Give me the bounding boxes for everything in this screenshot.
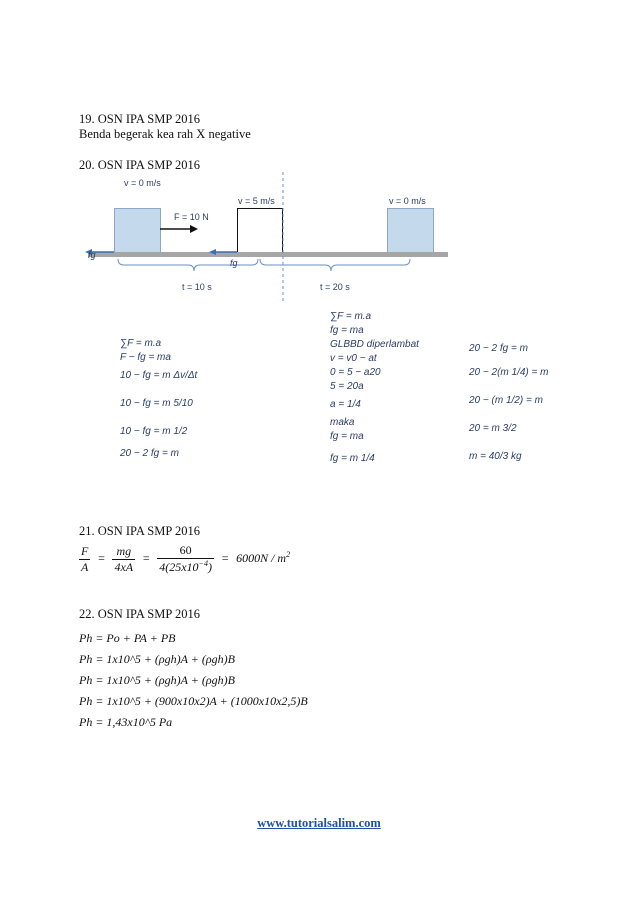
mid-step: fg = ma [330, 325, 364, 336]
label-v0-left: v = 0 m/s [124, 178, 161, 188]
mid-step: fg = m 1/4 [330, 453, 375, 464]
q22-lines [79, 628, 308, 733]
label-v5: v = 5 m/s [238, 196, 275, 206]
label-v0-right: v = 0 m/s [389, 196, 426, 206]
label-t10: t = 10 s [182, 282, 212, 292]
q22-line: Ph = 1,43x10^5 Pa [79, 715, 173, 729]
right-step: 20 = m 3/2 [469, 423, 517, 434]
mid-step: v = v0 − at [330, 353, 377, 364]
q19-answer: Benda begerak kea rah X negative [79, 127, 251, 141]
q21-title: 21. OSN IPA SMP 2016 [79, 524, 200, 538]
left-step: 10 − fg = m 5/10 [120, 398, 193, 409]
right-step: 20 − 2(m 1/4) = m [469, 367, 549, 378]
label-fg-mid: fg [230, 258, 238, 268]
mid-step: a = 1/4 [330, 399, 361, 410]
left-step: 20 − 2 fg = m [120, 448, 179, 459]
left-step: F − fg = ma [120, 352, 171, 363]
right-step: 20 − (m 1/2) = m [469, 395, 543, 406]
q22-line: Ph = 1x10^5 + (ρgh)A + (ρgh)B [79, 673, 235, 687]
left-step: 10 − fg = m Δv/Δt [120, 370, 198, 381]
mid-step: fg = ma [330, 431, 364, 442]
right-step: 20 − 2 fg = m [469, 343, 528, 354]
footer [0, 814, 638, 832]
mid-steps [330, 310, 419, 466]
left-step: ∑F = m.a [120, 338, 162, 349]
motion-diagram-svg [80, 172, 460, 302]
right-steps [469, 342, 548, 464]
mid-step: ∑F = m.a [330, 311, 372, 322]
q22-line: Ph = Po + PA + PB [79, 631, 176, 645]
q21-formula: $\frac{F}{A}$ = $\frac{mg}{4xA}$ = $\frac{60}{4(25x10^{-4})}$ = $6000N / m^2$ [81, 543, 291, 574]
footer-link[interactable]: www.tutorialsalim.com [257, 816, 381, 830]
q21-result: 6000N / m [236, 550, 287, 565]
q20-figure [80, 172, 549, 522]
mid-step: maka [330, 417, 355, 428]
left-steps [120, 337, 197, 461]
q19-title: 19. OSN IPA SMP 2016 [79, 112, 200, 126]
label-fg-left: fg [88, 250, 96, 260]
label-t20: t = 20 s [320, 282, 350, 292]
mid-step: 0 = 5 − a20 [330, 367, 381, 378]
mid-step: GLBBD diperlambat [330, 339, 419, 350]
label-force: F = 10 N [174, 212, 209, 222]
right-step: m = 40/3 kg [469, 451, 522, 462]
mid-step: 5 = 20a [330, 381, 364, 392]
left-step: 10 − fg = m 1/2 [120, 426, 188, 437]
ground-bar [88, 252, 448, 257]
q22-line: Ph = 1x10^5 + (900x10x2)A + (1000x10x2,5)B [79, 694, 308, 708]
q22-line: Ph = 1x10^5 + (ρgh)A + (ρgh)B [79, 652, 235, 666]
q22-title: 22. OSN IPA SMP 2016 [79, 607, 200, 621]
q20-title: 20. OSN IPA SMP 2016 [79, 158, 200, 172]
